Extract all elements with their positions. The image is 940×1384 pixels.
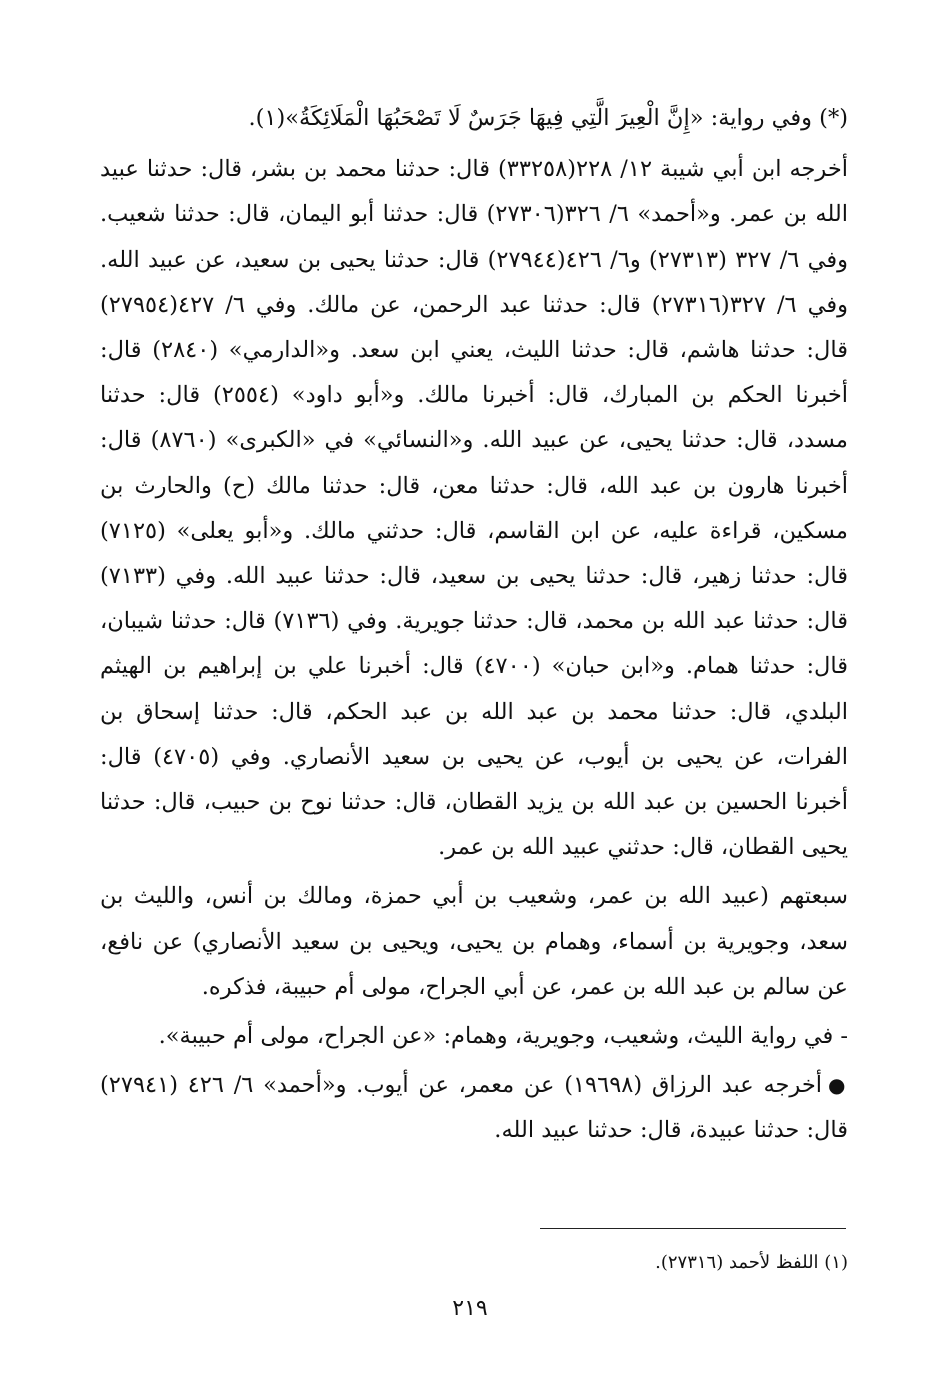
page-number: ٢١٩ — [452, 1296, 488, 1321]
variant-narration-paragraph: (*) وفي رواية: «إِنَّ الْعِيرَ الَّتِي فِيهَا جَرَسٌ لَا تَصْحَبُهَا الْمَلَائِكَةُ»(١). — [248, 105, 848, 131]
bullet-paragraph — [100, 1063, 848, 1153]
chain-summary-paragraph: سبعتهم (عبيد الله بن عمر، وشعيب بن أبي حمزة، ومالك بن أنس، والليث بن سعد، وجويرية بن أسماء، وهمام بن يحيى، ويحيى بن سعيد الأنصاري) عن نافع، عن سالم بن عبد الله بن عمر، عن أبي الجراح، مولى أم حبيبة، فذكره. — [100, 883, 848, 1000]
footnote: (١) اللفظ لأحمد (٢٧٣١٦). — [655, 1252, 848, 1273]
footnote-separator — [540, 1228, 846, 1229]
bullet-icon: ● — [828, 1073, 849, 1098]
takhrij-paragraph: أخرجه ابن أبي شيبة ١٢/ ٢٢٨(٣٣٢٥٨) قال: حدثنا محمد بن بشر، قال: حدثنا عبيد الله بن عمر. و«أحمد» ٦/ ٣٢٦(٢٧٣٠٦) قال: حدثنا أبو اليمان، قال: حدثنا شعيب. وفي ٦/ ٣٢٧ (٢٧٣١٣) و٦/ ٤٢٦(٢٧٩٤٤) قال: حدثنا يحيى بن سعيد، عن عبيد الله. وفي ٦/ ٣٢٧(٢٧٣١٦) قال: حدثنا عبد الرحمن، عن مالك. وفي ٦/ ٤٢٧(٢٧٩٥٤) قال: حدثنا هاشم، قال: حدثنا الليث، يعني ابن سعد. و«الدارمي» (٢٨٤٠) قال: أخبرنا الحكم بن المبارك، قال: أخبرنا مالك. و«أبو داود» (٢٥٥٤) قال: حدثنا مسدد، قال: حدثنا يحيى، عن عبيد الله. و«النسائي» في «الكبرى» (٨٧٦٠) قال: أخبرنا هارون بن عبد الله، قال: حدثنا معن، قال: حدثنا مالك (ح) والحارث بن مسكين، قراءة عليه، عن ابن القاسم، قال: حدثني مالك. و«أبو يعلى» (٧١٢٥) قال: حدثنا زهير، قال: حدثنا يحيى بن سعيد، قال: حدثنا عبيد الله. وفي (٧١٣٣) قال: حدثنا عبد الله بن محمد، قال: حدثنا جويرية. وفي (٧١٣٦) قال: حدثنا شيبان، قال: حدثنا همام. و«ابن حبان» (٤٧٠٠) قال: أخبرنا علي بن إبراهيم بن الهيثم البلدي، قال: حدثنا محمد بن عبد الله بن عبد الحكم، قال: حدثنا إسحاق بن الفرات، عن يحيى بن أيوب، عن يحيى بن سعيد الأنصاري. وفي (٤٧٠٥) قال: أخبرنا الحسين بن عبد الله بن يزيد القطان، قال: حدثنا نوح بن حبيب، قال: حدثنا يحيى القطان، قال: حدثني عبيد الله بن عمر. — [100, 156, 849, 861]
bullet-paragraph-text: أخرجه عبد الرزاق (١٩٦٩٨) عن معمر، عن أيوب. و«أحمد» ٦/ ٤٢٦ (٢٧٩٤١) قال: حدثنا عبيدة، قال: حدثنا عبيد الله. — [100, 1072, 848, 1144]
variant-note-paragraph: - في رواية الليث، وشعيب، وجويرية، وهمام: «عن الجراح، مولى أم حبيبة». — [158, 1023, 848, 1050]
main-text — [100, 96, 848, 1154]
